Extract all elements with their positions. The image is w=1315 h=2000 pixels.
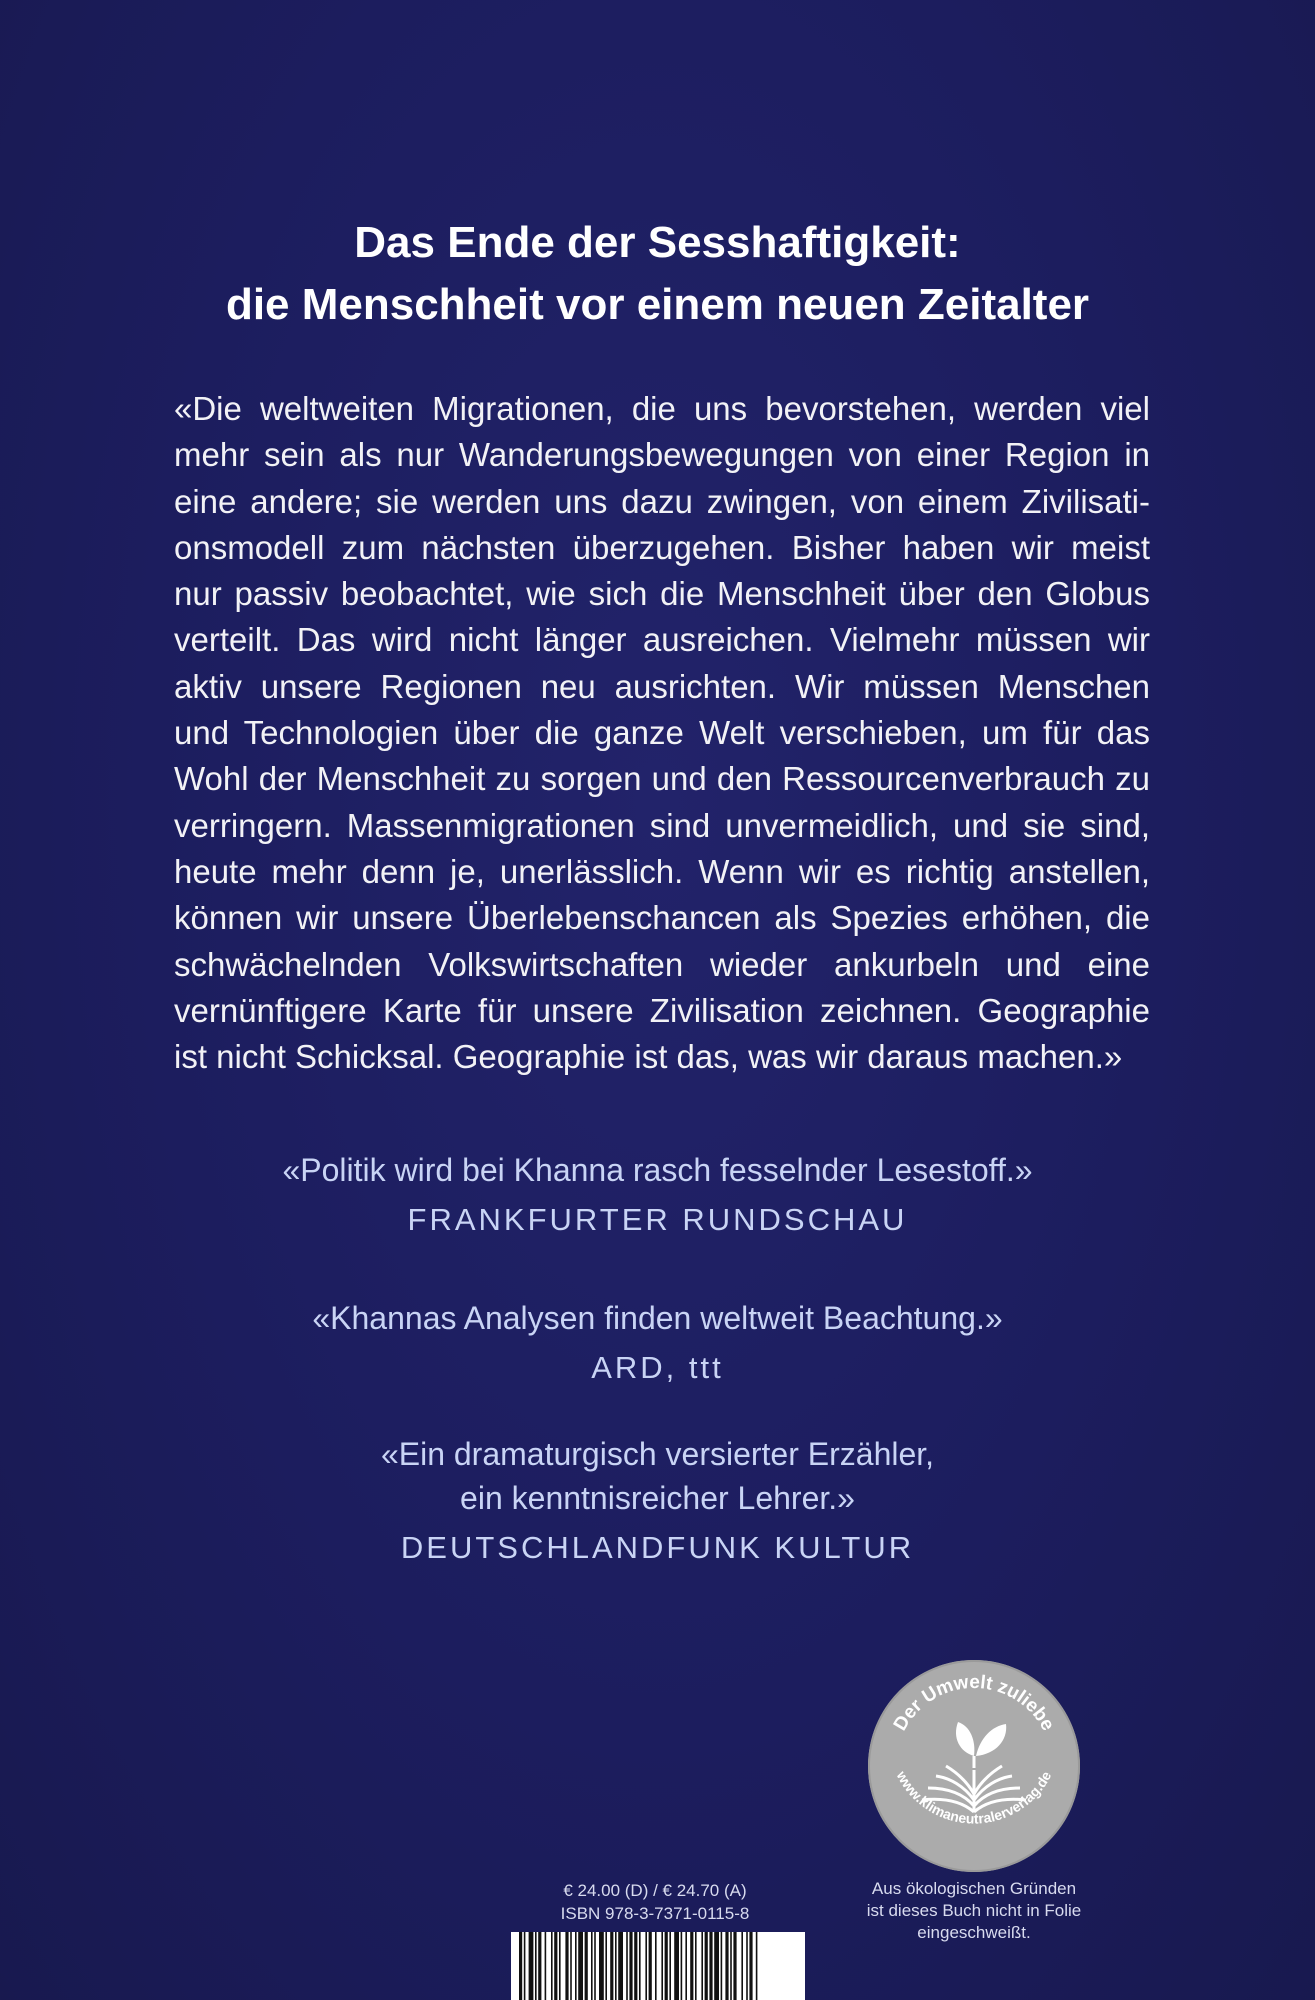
badge-top-text: Der Umwelt zuliebe bbox=[889, 1671, 1059, 1735]
svg-text:Der Umwelt zuliebe bbox=[890, 1672, 1058, 1734]
barcode-bar bbox=[618, 1932, 623, 2000]
review-deutschlandfunk bbox=[0, 1432, 1315, 1570]
review-quote: «Politik wird bei Khanna rasch fesselnder Lesestoff.» bbox=[282, 1152, 1033, 1188]
barcode-bar bbox=[605, 1932, 607, 2000]
review-quote: «Ein dramaturgisch versierter Erzähler, bbox=[380, 1436, 935, 1472]
badge-url-text: www.klimaneutralerverlag.de bbox=[893, 1768, 1055, 1827]
blurb-line: verteilt. Das wird nicht länger ausreichen. Vielmehr müssen wir bbox=[174, 621, 1150, 659]
review-frankfurter-rundschau bbox=[0, 1148, 1315, 1242]
blurb-line: können wir unsere Überlebenschancen als Spezies erhöhen, die bbox=[174, 899, 1150, 937]
barcode-bar bbox=[535, 1932, 537, 2000]
barcode-bar bbox=[524, 1932, 526, 2000]
barcode-bar bbox=[721, 1932, 723, 2000]
leaf-book-icon bbox=[868, 1660, 1080, 1872]
barcode-bar bbox=[746, 1932, 748, 2000]
eco-caption-line: Aus ökologischen Gründen bbox=[871, 1879, 1077, 1898]
barcode-bar bbox=[570, 1932, 572, 2000]
barcode-bar bbox=[741, 1932, 743, 2000]
barcode-bar bbox=[559, 1932, 561, 2000]
isbn-line: ISBN 978-3-7371-0115-8 bbox=[560, 1904, 750, 1923]
barcode-bar bbox=[649, 1932, 652, 2000]
barcode-bar bbox=[749, 1932, 752, 2000]
barcode-bar bbox=[626, 1932, 628, 2000]
review-source: DEUTSCHLANDFUNK KULTUR bbox=[400, 1530, 915, 1565]
blurb-line: heute mehr denn je, unerlässlich. Wenn wir es richtig anstellen, bbox=[174, 852, 1150, 890]
headline bbox=[0, 212, 1315, 336]
review-source: FRANKFURTER RUNDSCHAU bbox=[407, 1202, 908, 1237]
blurb-line: schwächelnden Volkswirtschaften wieder ankurbeln und eine bbox=[174, 945, 1150, 983]
barcode-bar bbox=[575, 1932, 577, 2000]
barcode-bar bbox=[529, 1932, 534, 2000]
review-ard bbox=[0, 1296, 1315, 1390]
headline-line-2: die Menschheit vor einem neuen Zeitalter bbox=[225, 280, 1090, 329]
eco-caption-line: ist dieses Buch nicht in Folie bbox=[866, 1901, 1082, 1920]
eco-caption bbox=[830, 1878, 1118, 1944]
blurb-line: verringern. Massenmigrationen sind unvermeidlich, und sie sind, bbox=[174, 806, 1150, 844]
blurb-line: nur passiv beobachtet, wie sich die Menschheit über den Globus bbox=[174, 575, 1150, 613]
barcode-bar bbox=[695, 1932, 697, 2000]
review-source: ARD, ttt bbox=[591, 1350, 724, 1385]
barcode-bar bbox=[709, 1932, 712, 2000]
review-quote: ein kenntnisreicher Lehrer.» bbox=[460, 1480, 855, 1516]
barcode-bar bbox=[681, 1932, 683, 2000]
barcode-bar bbox=[730, 1932, 732, 2000]
barcode-bar bbox=[639, 1932, 641, 2000]
barcode bbox=[511, 1932, 805, 2000]
blurb-line: eine andere; sie werden uns dazu zwingen, von einem Zivilisati- bbox=[174, 482, 1150, 520]
blurb-line: aktiv unsere Regionen neu ausrichten. Wir müssen Menschen bbox=[174, 667, 1150, 705]
barcode-bar bbox=[610, 1932, 613, 2000]
eco-badge bbox=[868, 1660, 1080, 1872]
blurb-line: onsmodell zum nächsten überzugehen. Bisher haben wir meist bbox=[174, 528, 1150, 566]
barcode-bar bbox=[674, 1932, 679, 2000]
review-quote: «Khannas Analysen finden weltweit Beachtung.» bbox=[312, 1300, 1003, 1336]
barcode-bar bbox=[554, 1932, 557, 2000]
barcode-bar bbox=[594, 1932, 596, 2000]
blurb-text bbox=[174, 386, 1150, 1080]
barcode-bar bbox=[519, 1932, 522, 2000]
barcode-bar bbox=[725, 1932, 728, 2000]
barcode-bar bbox=[690, 1932, 693, 2000]
barcode-bar bbox=[714, 1932, 719, 2000]
blurb-line: vernünftigere Karte für unsere Zivilisation zeichnen. Geographie bbox=[174, 991, 1150, 1029]
barcode-bar bbox=[685, 1932, 687, 2000]
barcode-bar bbox=[591, 1932, 593, 2000]
price-info bbox=[500, 1879, 810, 1925]
blurb-line: Wohl der Menschheit zu sorgen und den Ressourcenverbrauch zu bbox=[174, 760, 1150, 798]
barcode-bar bbox=[669, 1932, 671, 2000]
barcode-bar bbox=[538, 1932, 541, 2000]
barcode-bar bbox=[701, 1932, 703, 2000]
barcode-bar bbox=[634, 1932, 637, 2000]
blurb-line: «Die weltweiten Migrationen, die uns bevorstehen, werden viel bbox=[174, 390, 1150, 427]
blurb-line: und Technologien über die ganze Welt verschieben, um für das bbox=[174, 714, 1150, 752]
barcode-bar bbox=[578, 1932, 583, 2000]
eco-caption-line: eingeschweißt. bbox=[917, 1923, 1031, 1942]
barcode-bar bbox=[551, 1932, 553, 2000]
price-line: € 24.00 (D) / € 24.70 (A) bbox=[563, 1881, 747, 1900]
barcode-bar bbox=[733, 1932, 736, 2000]
barcode-bar bbox=[756, 1932, 758, 2000]
barcode-bar bbox=[655, 1932, 657, 2000]
headline-line-1: Das Ende der Sesshaftigkeit: bbox=[354, 218, 961, 267]
barcode-icon bbox=[511, 1932, 805, 2000]
barcode-bar bbox=[645, 1932, 647, 2000]
barcode-bar bbox=[665, 1932, 668, 2000]
barcode-bar bbox=[629, 1932, 632, 2000]
blurb-line: mehr sein als nur Wanderungsbewegungen von einer Region in bbox=[174, 436, 1150, 474]
blurb-line: ist nicht Schicksal. Geographie ist das, was wir daraus machen.» bbox=[174, 1038, 1123, 1076]
barcode-bar bbox=[615, 1932, 617, 2000]
barcode-bar bbox=[705, 1932, 708, 2000]
barcode-bar bbox=[545, 1932, 547, 2000]
barcode-bar bbox=[565, 1932, 568, 2000]
barcode-bar bbox=[661, 1932, 663, 2000]
barcode-bar bbox=[599, 1932, 604, 2000]
barcode-bar bbox=[585, 1932, 588, 2000]
